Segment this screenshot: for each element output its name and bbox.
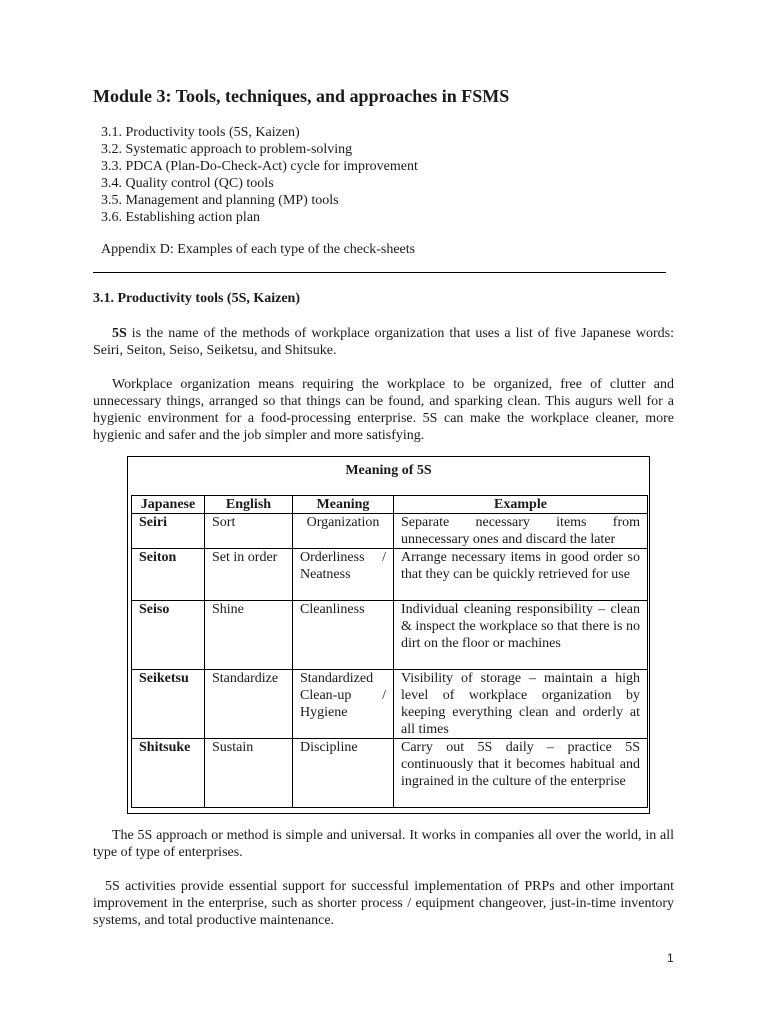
table-cell-example: Individual cleaning responsibility – clean & inspect the workplace so that there is no dirt on the floor or machines <box>394 601 648 670</box>
table-cell-english: Sustain <box>205 739 293 808</box>
paragraph-text: is the name of the methods of workplace organization that uses a list of five Japanese words: Seiri, Seiton, Seiso, Seiketsu, and Shitsuke. <box>93 326 674 358</box>
toc-item: 3.5. Management and planning (MP) tools <box>101 193 339 208</box>
table-header-row <box>132 496 648 514</box>
table-cell-example: Visibility of storage – maintain a high level of workplace organization by keeping everything clean and orderly at all times <box>394 670 648 739</box>
table-cell-japanese: Seiketsu <box>132 670 205 739</box>
paragraph-workplace-organization: Workplace organization means requiring the workplace to be organized, free of clutter and unnecessary things, arranged so that things can be found, and sparking clean. This augurs well for a hygienic environment for a food-processing enterprise. 5S can make the workplace cleaner, more hygienic and safer and the job simpler and more satisfying. <box>93 377 674 443</box>
table-header: Meaning <box>293 496 394 514</box>
table-row <box>132 514 648 549</box>
table-cell-english: Set in order <box>205 549 293 601</box>
table-header: Japanese <box>132 496 205 514</box>
table-cell-meaning: Standardized Clean-up / Hygiene <box>293 670 394 739</box>
table-5s <box>131 495 648 808</box>
table-cell-meaning: Organization <box>293 514 394 549</box>
table-cell-example: Separate necessary items from unnecessary ones and discard the later <box>394 514 648 549</box>
table-row <box>132 739 648 808</box>
toc-item: 3.6. Establishing action plan <box>101 210 261 225</box>
table-caption: Meaning of 5S <box>345 463 432 478</box>
table-cell-english: Shine <box>205 601 293 670</box>
table-row <box>132 549 648 601</box>
page-number: 1 <box>667 951 674 965</box>
toc-item: 3.1. Productivity tools (5S, Kaizen) <box>101 125 300 140</box>
horizontal-rule <box>93 272 666 273</box>
section-heading: 3.1. Productivity tools (5S, Kaizen) <box>93 291 301 306</box>
table-cell-example: Arrange necessary items in good order so that they can be quickly retrieved for use <box>394 549 648 601</box>
table-header: Example <box>394 496 648 514</box>
table-cell-japanese: Seiri <box>132 514 205 549</box>
paragraph-5s-intro <box>93 325 674 359</box>
table-cell-japanese: Seiso <box>132 601 205 670</box>
toc-item: 3.3. PDCA (Plan-Do-Check-Act) cycle for improvement <box>101 159 418 174</box>
toc-item: 3.4. Quality control (QC) tools <box>101 176 274 191</box>
term-5s: 5S <box>112 326 127 341</box>
table-row <box>132 670 648 739</box>
table-row <box>132 601 648 670</box>
table-cell-example: Carry out 5S daily – practice 5S continuously that it becomes habitual and ingrained in the culture of the enterprise <box>394 739 648 808</box>
appendix-note: Appendix D: Examples of each type of the check-sheets <box>101 242 416 257</box>
module-title: Module 3: Tools, techniques, and approaches in FSMS <box>93 86 510 106</box>
paragraph-5s-activities: 5S activities provide essential support for successful implementation of PRPs and other important improvement in the enterprise, such as shorter process / equipment changeover, just-in-time inventory systems, and total productive maintenance. <box>93 879 674 928</box>
table-5s-box <box>127 456 650 814</box>
toc-item: 3.2. Systematic approach to problem-solving <box>101 142 353 157</box>
table-cell-english: Standardize <box>205 670 293 739</box>
table-of-contents <box>101 124 418 226</box>
paragraph-5s-approach: The 5S approach or method is simple and universal. It works in companies all over the world, in all type of type of enterprises. <box>93 828 674 860</box>
table-cell-japanese: Seiton <box>132 549 205 601</box>
table-cell-english: Sort <box>205 514 293 549</box>
table-cell-meaning: Orderliness / Neatness <box>293 549 394 601</box>
table-cell-meaning: Discipline <box>293 739 394 808</box>
table-cell-japanese: Shitsuke <box>132 739 205 808</box>
table-header: English <box>205 496 293 514</box>
table-cell-meaning: Cleanliness <box>293 601 394 670</box>
